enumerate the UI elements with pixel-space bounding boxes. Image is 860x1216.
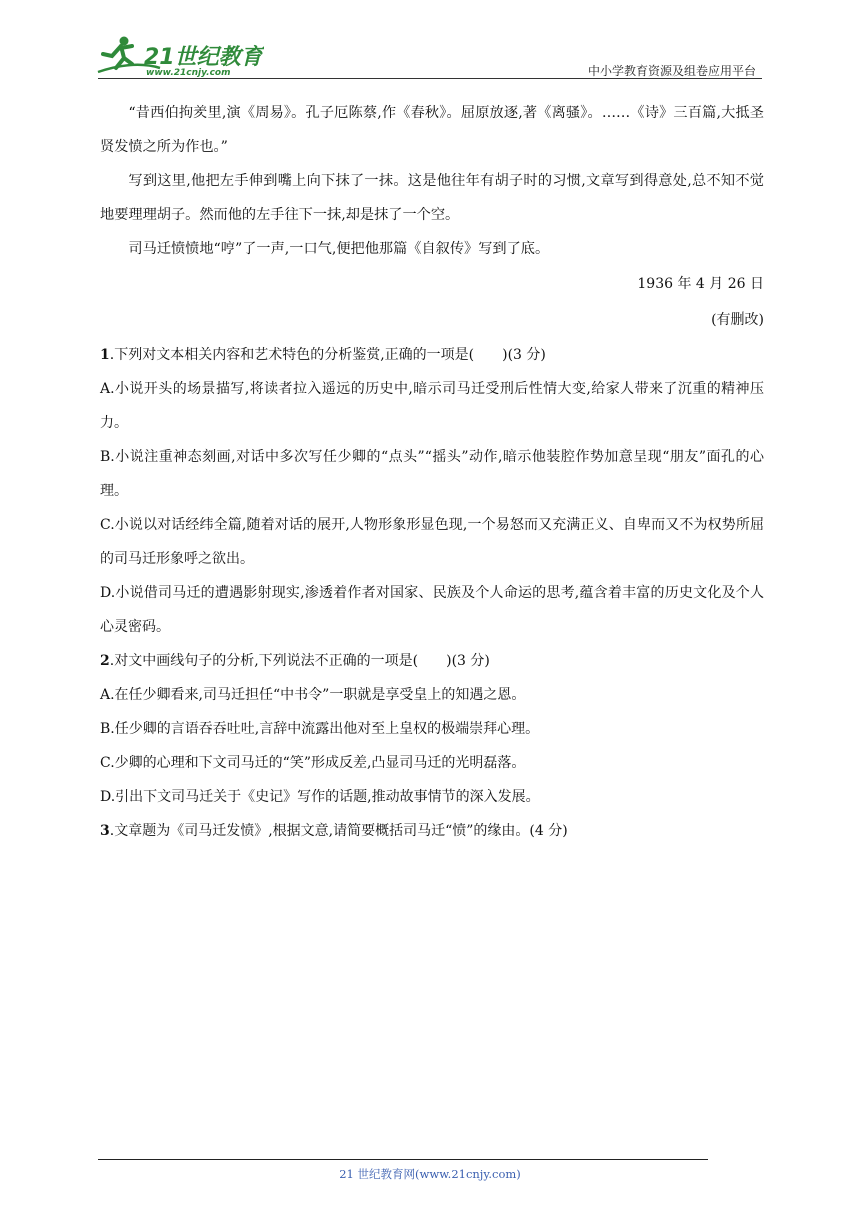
question-3-stem xyxy=(100,814,764,848)
page-header xyxy=(0,0,860,82)
platform-name: 中小学教育资源及组卷应用平台 xyxy=(587,64,756,78)
running-man-logo-icon xyxy=(94,34,264,78)
site-logo[interactable] xyxy=(94,34,264,78)
passage-note: (有删改) xyxy=(711,312,764,328)
svg-text:www.21cnjy.com: www.21cnjy.com xyxy=(146,68,231,78)
question-3-text: .文章题为《司马迁发愤》,根据文意,请简要概括司马迁“愤”的缘由。(4 分) xyxy=(109,823,568,839)
question-1-option-d: D.小说借司马迁的遭遇影射现实,渗透着作者对国家、民族及个人命运的思考,蕴含着丰富的历史文化及个人心灵密码。 xyxy=(100,585,764,635)
passage-paragraph-3: 司马迁愤愤地“哼”了一声,一口气,便把他那篇《自叙传》写到了底。 xyxy=(128,241,550,257)
question-2-score: )(3 分) xyxy=(446,653,490,669)
question-2-text: .对文中画线句子的分析,下列说法不正确的一项是( xyxy=(109,653,419,669)
question-1-score: )(3 分) xyxy=(502,347,546,363)
svg-text:21世纪教育: 21世纪教育 xyxy=(144,45,263,70)
question-1-text: .下列对文本相关内容和艺术特色的分析鉴赏,正确的一项是( xyxy=(109,347,475,363)
question-2-number: 2 xyxy=(100,653,110,669)
question-1-option-a: A.小说开头的场景描写,将读者拉入遥远的历史中,暗示司马迁受刑后性情大变,给家人带来了沉重的精神压力。 xyxy=(100,381,764,431)
question-2-option-d: D.引出下文司马迁关于《史记》写作的话题,推动故事情节的深入发展。 xyxy=(100,789,540,805)
question-1-number: 1 xyxy=(100,347,110,363)
question-2-stem xyxy=(100,644,764,678)
question-2-option-c: C.少卿的心理和下文司马迁的“笑”形成反差,凸显司马迁的光明磊落。 xyxy=(100,755,526,771)
header-divider xyxy=(98,78,762,79)
passage-paragraph-2: 写到这里,他把左手伸到嘴上向下抹了一抹。这是他往年有胡子时的习惯,文章写到得意处,总不知不觉地要理理胡子。然而他的左手往下一抹,却是抹了一个空。 xyxy=(100,173,764,223)
footer-divider xyxy=(98,1159,708,1160)
question-2-option-b: B.任少卿的言语吞吞吐吐,言辞中流露出他对至上皇权的极端崇拜心理。 xyxy=(100,721,540,737)
passage-date: 1936 年 4 月 26 日 xyxy=(637,276,764,292)
document-body xyxy=(100,96,764,848)
question-1-option-b: B.小说注重神态刻画,对话中多次写任少卿的“点头”“摇头”动作,暗示他装腔作势加意呈现“朋友”面孔的心理。 xyxy=(100,449,764,499)
question-2-option-a: A.在任少卿看来,司马迁担任“中书令”一职就是享受皇上的知遇之恩。 xyxy=(100,687,526,703)
question-3-number: 3 xyxy=(100,823,110,839)
footer-link[interactable]: 21 世纪教育网(www.21cnjy.com) xyxy=(339,1167,521,1181)
passage-paragraph-1: “昔西伯拘羑里,演《周易》。孔子厄陈蔡,作《春秋》。屈原放逐,著《离骚》。……《诗》三百篇,大抵圣贤发愤之所为作也。” xyxy=(100,105,764,155)
question-1-option-c: C.小说以对话经纬全篇,随着对话的展开,人物形象形显色现,一个易怒而又充满正义、自卑而又不为权势所屈的司马迁形象呼之欲出。 xyxy=(100,517,764,567)
question-1-stem xyxy=(100,338,764,372)
